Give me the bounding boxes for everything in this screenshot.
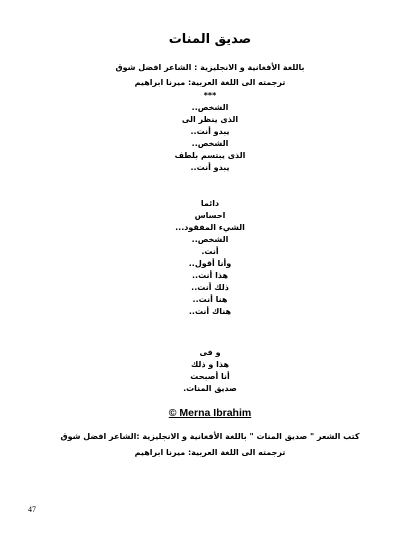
poem-line: أنا أصبحت bbox=[190, 372, 230, 381]
poem-line: الشخص.. bbox=[191, 103, 229, 112]
copyright-text: © Merna Ibrahim bbox=[168, 407, 252, 419]
page-number: 47 bbox=[28, 505, 36, 514]
translator-line: ترجمته الى اللغة العربية: ميرنا ابراهيم bbox=[134, 78, 286, 87]
poem-line: أنت. bbox=[201, 247, 219, 256]
poem-line: دائما bbox=[200, 199, 220, 208]
source-line: باللغة الأفغانية و الانجليزية : الشاعر افضل شوق bbox=[115, 63, 305, 72]
poem-line: و فى bbox=[199, 348, 221, 357]
poem-line: *** bbox=[203, 91, 217, 100]
poem-line: الذى يبتسم بلطف bbox=[174, 151, 246, 160]
poem-line: هنا أنت.. bbox=[192, 295, 228, 304]
poem-line: هذا و ذلك bbox=[190, 360, 229, 369]
poem-line: احساس bbox=[194, 211, 226, 220]
poem-title: صديق المنات bbox=[168, 32, 252, 47]
poem-line: صديق المنات. bbox=[183, 384, 237, 393]
footer-credit-line: كتب الشعر " صديق المنات " باللغة الأفغانية و الانجليزية :الشاعر افضل شوق bbox=[60, 432, 360, 441]
poem-line: هذا أنت.. bbox=[192, 271, 228, 280]
stanza-2 bbox=[0, 198, 420, 318]
poem-line: الشخص.. bbox=[191, 235, 229, 244]
poem-line: يبدو أنت.. bbox=[190, 127, 230, 136]
poem-line: هناك أنت.. bbox=[188, 307, 232, 316]
footer-translator-line: ترجمته الى اللغة العربية: ميرنا ابراهيم bbox=[134, 448, 286, 457]
poem-line: الشيء المفقود... bbox=[175, 223, 245, 232]
stanza-1 bbox=[0, 90, 420, 174]
poem-line: الشخص.. bbox=[191, 139, 229, 148]
poem-line: ذلك أنت.. bbox=[191, 283, 229, 292]
poem-line: الذى ينظر الى bbox=[181, 115, 239, 124]
poem-line: وأنا أقول.. bbox=[188, 259, 232, 268]
stanza-3 bbox=[0, 347, 420, 395]
copyright-notice bbox=[0, 401, 420, 420]
poem-line: يبدو أنت.. bbox=[190, 163, 230, 172]
